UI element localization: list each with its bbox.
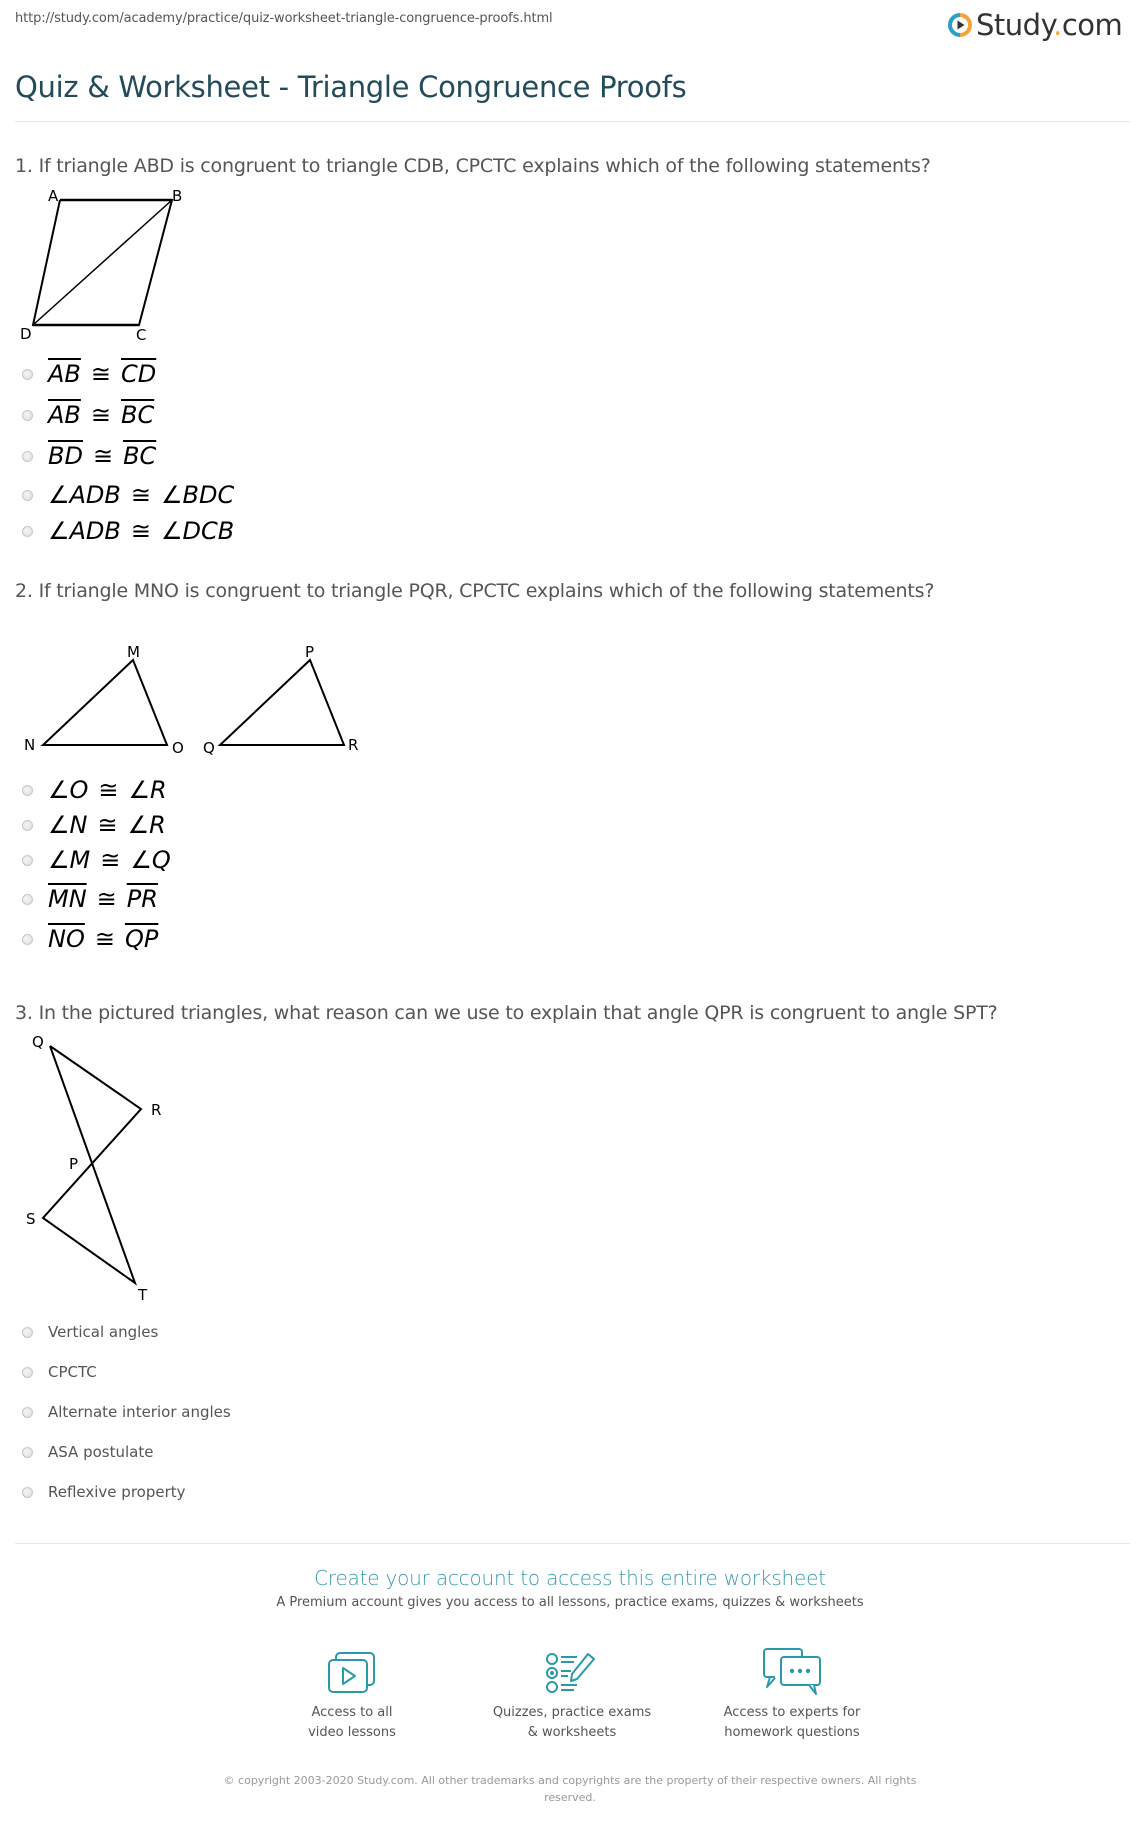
option-label: Reflexive property [48, 1483, 186, 1501]
option-expression: ∠M ≅ ∠Q [48, 846, 171, 874]
radio-button[interactable] [22, 526, 33, 537]
radio-button[interactable] [22, 855, 33, 866]
vertex-label-q: Q [203, 739, 215, 755]
vertex-label-m: M [127, 643, 140, 661]
option-label: Alternate interior angles [48, 1403, 231, 1421]
option-expression: $\overline{AB}$ ≅ $\overline{BC}$ [48, 401, 155, 429]
question-3-text: 3. In the pictured triangles, what reason can we use to explain that angle QPR is congruent to angle SPT? [15, 1002, 998, 1024]
q1-option-2[interactable] [22, 399, 154, 431]
vertex-label-d: D [20, 325, 32, 343]
radio-button[interactable] [22, 369, 33, 380]
video-lessons-icon [326, 1651, 378, 1697]
vertex-label-t: T [138, 1286, 148, 1304]
vertex-label-c: C [136, 326, 147, 344]
vertex-label-o: O [172, 739, 184, 755]
option-expression: $\overline{AB}$ ≅ $\overline{CD}$ [48, 360, 157, 388]
feature-label: Quizzes, practice exams & worksheets [492, 1705, 652, 1740]
radio-button[interactable] [22, 894, 33, 905]
vertex-label-a: A [48, 187, 59, 205]
title-divider [15, 121, 1130, 122]
q2-option-1[interactable] [22, 774, 167, 806]
option-expression: $\overline{NO}$ ≅ $\overline{QP}$ [48, 925, 159, 953]
cta-subheading: A Premium account gives you access to all lessons, practice exams, quizzes & worksheets [276, 1595, 864, 1610]
q1-option-1[interactable] [22, 358, 156, 390]
quiz-checklist-icon [544, 1651, 600, 1697]
radio-button[interactable] [22, 451, 33, 462]
option-label: ASA postulate [48, 1443, 154, 1461]
feature-video-lessons [242, 1645, 462, 1743]
q1-option-4[interactable] [22, 479, 234, 511]
radio-button[interactable] [22, 785, 33, 796]
option-label: CPCTC [48, 1363, 97, 1381]
radio-button[interactable] [22, 490, 33, 501]
q3-option-2[interactable] [22, 1356, 97, 1388]
vertex-label-q: Q [32, 1033, 44, 1051]
vertex-label-s: S [26, 1210, 36, 1228]
q3-option-3[interactable] [22, 1396, 231, 1428]
chat-bubbles-icon [761, 1647, 823, 1697]
vertex-label-p: P [305, 643, 315, 661]
radio-button[interactable] [22, 934, 33, 945]
q1-option-3[interactable] [22, 440, 156, 472]
question-2-text: 2. If triangle MNO is congruent to triangle PQR, CPCTC explains which of the following statements? [15, 580, 935, 602]
vertex-label-p: P [69, 1155, 79, 1173]
option-expression: $\overline{MN}$ ≅ $\overline{PR}$ [48, 885, 158, 913]
option-label: Vertical angles [48, 1323, 159, 1341]
question-1-text: 1. If triangle ABD is congruent to triangle CDB, CPCTC explains which of the following statements? [15, 155, 931, 177]
option-expression: ∠ADB ≅ ∠BDC [48, 481, 235, 509]
vertex-label-n: N [24, 736, 36, 754]
radio-button[interactable] [22, 1367, 33, 1378]
option-expression: ∠N ≅ ∠R [48, 811, 166, 839]
triangles-mno-pqr-figure [15, 605, 375, 755]
q2-option-3[interactable] [22, 844, 171, 876]
q3-option-4[interactable] [22, 1436, 153, 1468]
cta-heading-link[interactable]: Create your account to access this entire worksheet [314, 1566, 826, 1590]
option-expression: $\overline{BD}$ ≅ $\overline{BC}$ [48, 442, 157, 470]
option-expression: ∠ADB ≅ ∠DCB [48, 517, 235, 545]
q2-option-2[interactable] [22, 809, 166, 841]
crossing-triangles-figure [15, 1030, 175, 1305]
parallelogram-abcd-figure [15, 183, 185, 348]
radio-button[interactable] [22, 1327, 33, 1338]
feature-quizzes [462, 1645, 682, 1743]
q2-option-4[interactable] [22, 883, 158, 915]
copyright-notice: © copyright 2003-2020 Study.com. All other trademarks and copyrights are the property of their respective owners. All rights reserved. [223, 1774, 917, 1804]
radio-button[interactable] [22, 410, 33, 421]
radio-button[interactable] [22, 1487, 33, 1498]
q1-option-5[interactable] [22, 515, 234, 547]
q3-option-5[interactable] [22, 1476, 186, 1508]
page-title: Quiz & Worksheet - Triangle Congruence Proofs [15, 70, 687, 104]
logo-text: Study.com [976, 8, 1123, 42]
radio-button[interactable] [22, 820, 33, 831]
feature-label: Access to all video lessons [308, 1705, 396, 1740]
vertex-label-b: B [172, 187, 183, 205]
q2-option-5[interactable] [22, 923, 158, 955]
vertex-label-r: R [348, 736, 359, 754]
page-url: http://study.com/academy/practice/quiz-worksheet-triangle-congruence-proofs.html [15, 11, 553, 26]
feature-label: Access to experts for homework questions [723, 1705, 861, 1740]
vertex-label-r: R [151, 1101, 162, 1119]
cta-divider [15, 1543, 1130, 1544]
study-logo[interactable] [948, 8, 1122, 42]
feature-experts [682, 1645, 902, 1743]
radio-button[interactable] [22, 1447, 33, 1458]
q3-option-1[interactable] [22, 1316, 158, 1348]
play-circle-icon [948, 13, 972, 37]
option-expression: ∠O ≅ ∠R [48, 776, 167, 804]
radio-button[interactable] [22, 1407, 33, 1418]
